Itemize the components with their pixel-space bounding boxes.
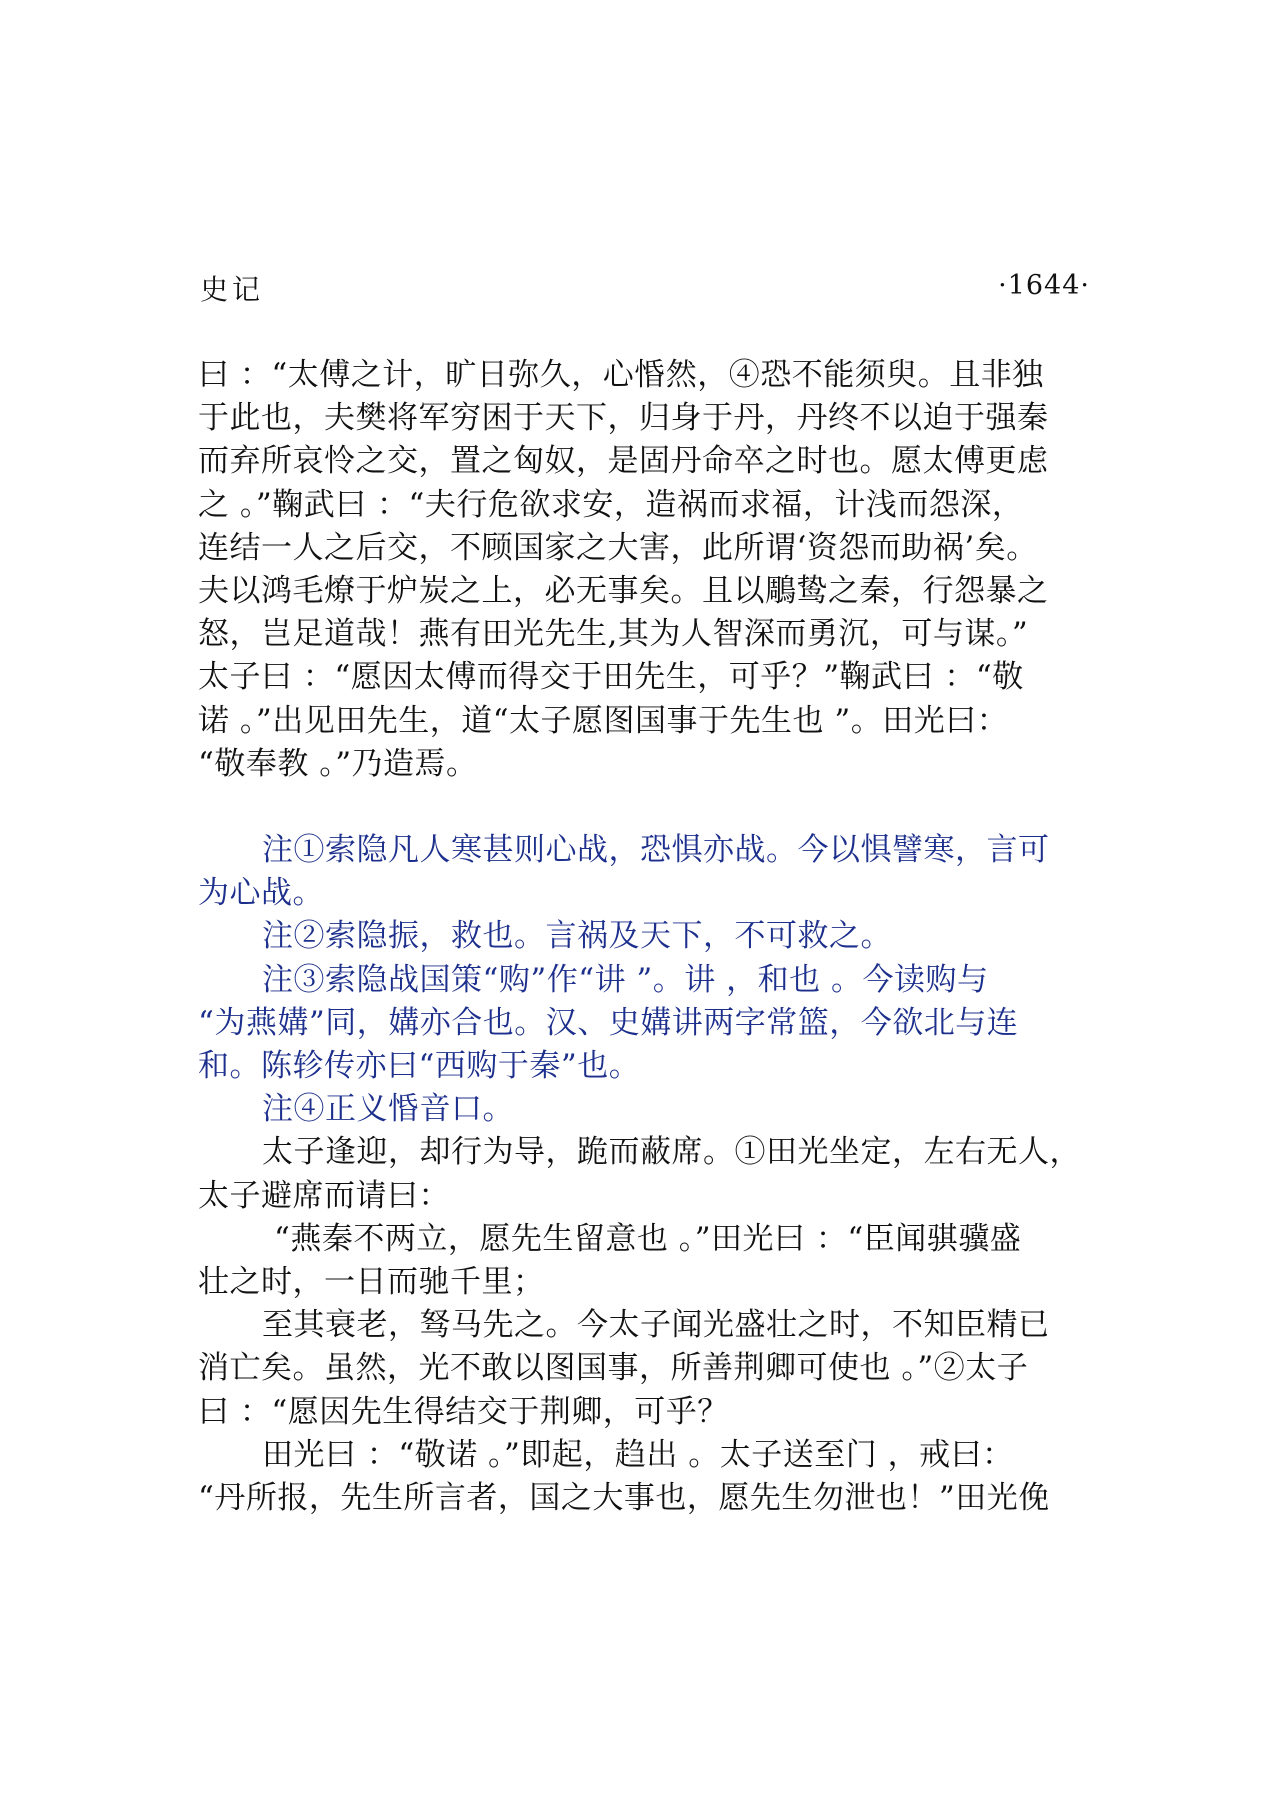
page-header — [200, 268, 1090, 312]
text-line: “燕秦不两立，愿先生留意也 。”田光曰 ：“臣闻骐骥盛 — [274, 1220, 1022, 1257]
text-line: 诺 。”出见田先生，道“太子愿图国事于先生也 ”。田光曰： — [198, 702, 1009, 739]
text-line: 消亡矣。虽然，光不敢以图国事，所善荆卿可使也 。”②太子 — [198, 1350, 1029, 1387]
annotation-line: 为心战。 — [198, 875, 324, 912]
text-line: 太子避席而请曰： — [198, 1177, 450, 1214]
book-title: 史记 — [200, 273, 265, 306]
text-line: 而弃所哀怜之交，置之匈奴，是固丹命卒之时也。愿太傅更虑 — [198, 443, 1049, 480]
text-line: 曰 ：“愿因先生得结交于荆卿，可乎？ — [198, 1393, 729, 1430]
text-line: 田光曰 ：“敬诺 。”即起，趋出 。太子送至门 ，戒曰： — [262, 1436, 1014, 1473]
annotation-line: 注②索隐振，救也。言祸及天下，不可救之。 — [262, 918, 892, 955]
text-line: 怒，岂足道哉！燕有田光先生,其为人智深而勇沉，可与谋。” — [198, 616, 1029, 653]
annotation-line: “为燕媾”同，媾亦合也。汉、史媾讲两字常篮，今欲北与连 — [198, 1004, 1019, 1041]
text-line: 太子曰 ：“愿因太傅而得交于田先生，可乎？”鞠武曰 ：“敬 — [198, 659, 1024, 696]
annotation-line: 和。陈轸传亦曰“西购于秦”也。 — [198, 1048, 641, 1085]
text-line: 太子逢迎，却行为导，跪而蔽席。①田光坐定，左右无人， — [262, 1134, 1081, 1171]
text-line: 于此也，夫樊将军穷困于天下，归身于丹，丹终不以迫于强秦 — [198, 400, 1049, 437]
text-line: 夫以鸿毛燎于炉炭之上，必无事矣。且以鵰鸷之秦，行怨暴之 — [198, 573, 1049, 610]
page-number: ·1644· — [998, 270, 1090, 301]
body-text — [198, 354, 1103, 1520]
paragraph-gap — [198, 786, 1103, 829]
text-line: 壮之时，一日而驰千里； — [198, 1264, 545, 1301]
text-line: 曰 ：“太傅之计，旷日弥久，心惛然，④恐不能须臾。且非独 — [198, 357, 1044, 393]
text-line: 至其衰老，驽马先之。今太子闻光盛壮之时，不知臣精已 — [262, 1307, 1050, 1344]
annotation-line: 注①索隐凡人寒甚则心战，恐惧亦战。今以惧譬寒，言可 — [262, 832, 1050, 869]
text-line: “敬奉教 。”乃造焉。 — [198, 745, 478, 782]
text-line: 之 。”鞠武曰 ：“夫行危欲求安，造祸而求福，计浅而怨深， — [198, 486, 1024, 523]
annotation-line: 注③索隐战国策“购”作“讲 ”。讲 ，和也 。今读购与 — [262, 961, 989, 998]
annotation-line: 注④正义惛音口。 — [262, 1091, 514, 1128]
text-line: 连结一人之后交，不顾国家之大害，此所谓‘资怨而助祸’矣。 — [198, 529, 1038, 566]
text-line: “丹所报，先生所言者，国之大事也，愿先生勿泄也！”田光俛 — [198, 1480, 1050, 1517]
